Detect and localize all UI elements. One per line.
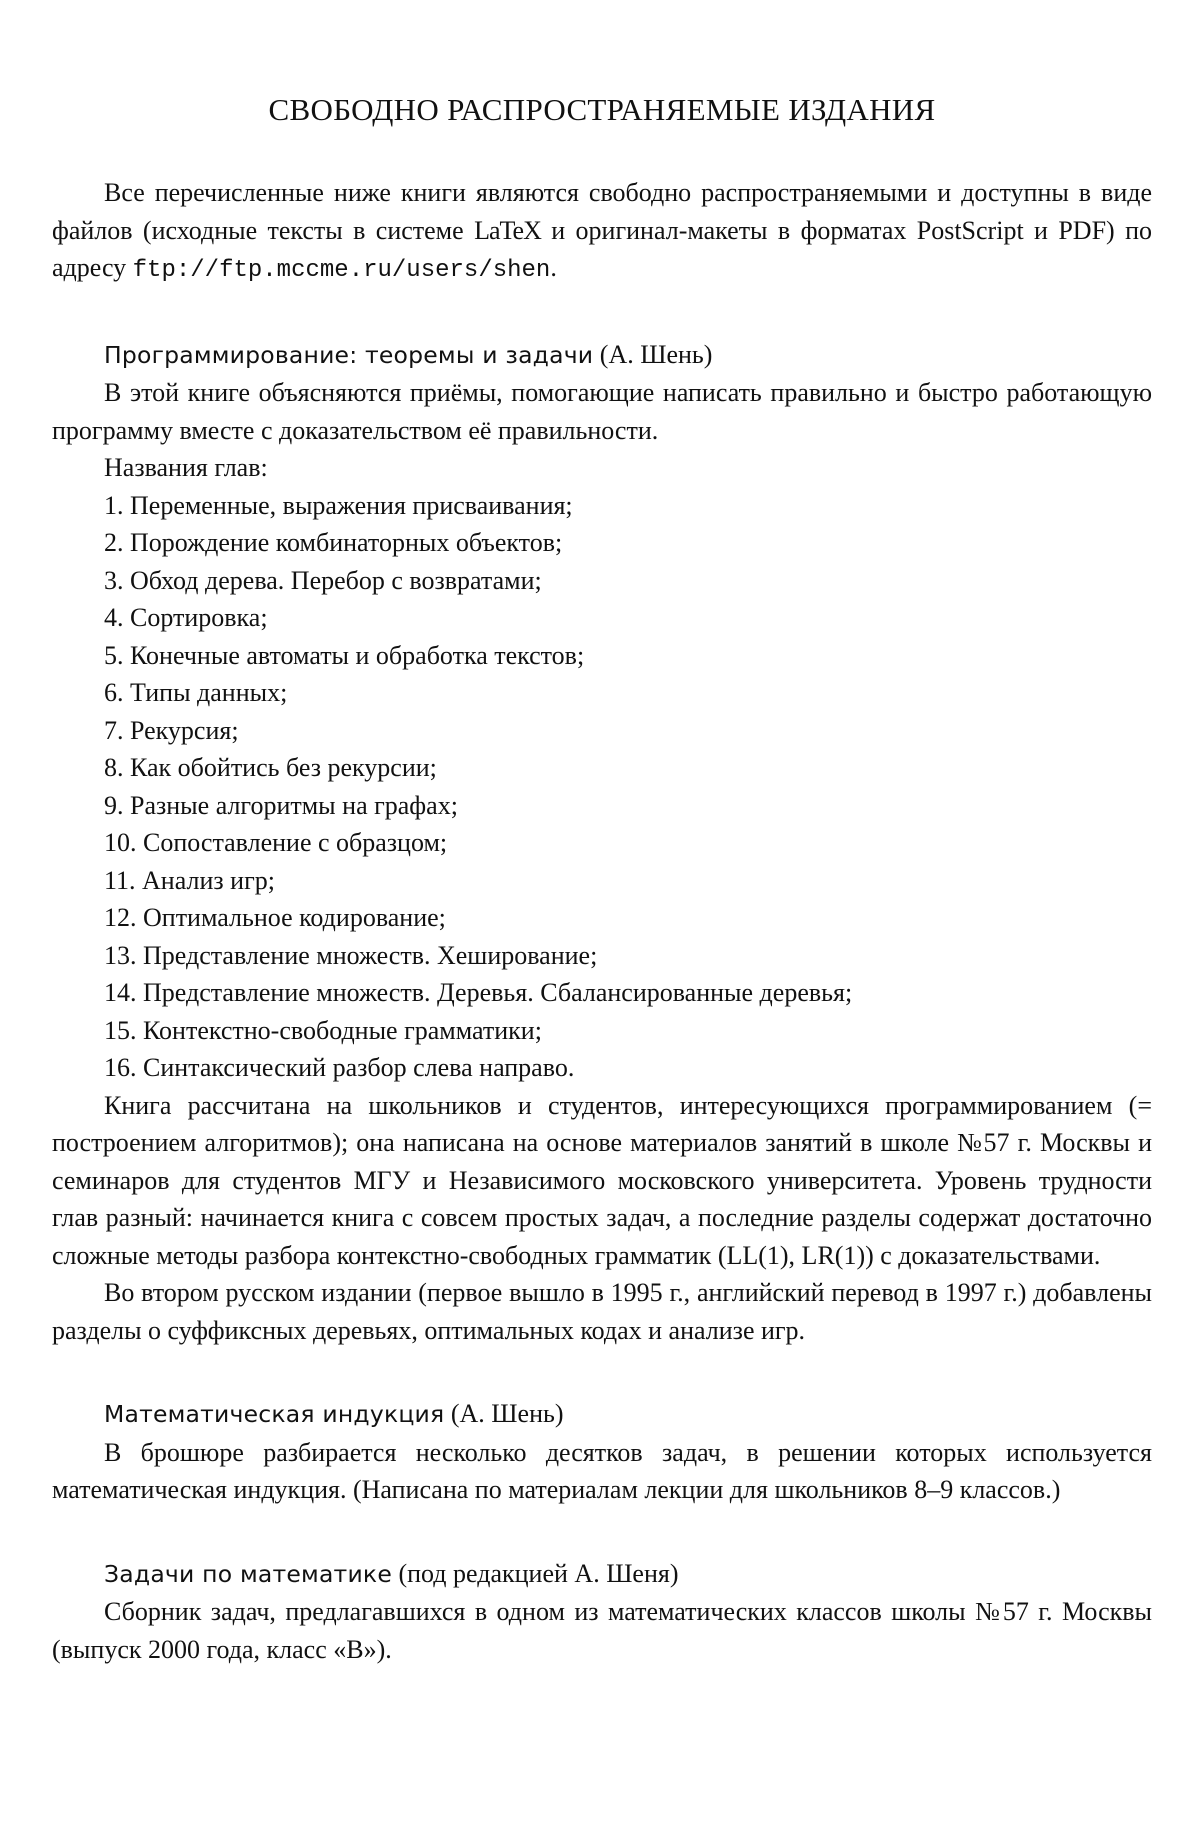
book-heading bbox=[52, 1395, 1152, 1434]
chapter-item: 8. Как обойтись без рекурсии; bbox=[104, 753, 437, 782]
intro-text-after: и оригинал-макеты в форматах PostScript и PDF) по адресу bbox=[52, 215, 1152, 282]
book-audience: Книга рассчитана на школьников и студентов, интересующихся программированием (= построением алгоритмов); она написана на основе материалов занятий в школе №57 г. Москвы и семинаров для студентов МГУ и Независимого московского университета. Уровень трудности глав разный: начинается книга с совсем простых задач, а последние разделы содержат достаточно сложные методы разбора контекстно-свободных грамматик (LL(1), LR(1)) с доказательствами. bbox=[52, 1090, 1152, 1270]
intro-paragraph bbox=[52, 174, 1152, 290]
book-description: В этой книге объясняются приёмы, помогающие написать правильно и быстро работающую программу вместе с доказательством её правильности. bbox=[52, 378, 1152, 445]
book-title: Математическая индукция bbox=[104, 1400, 445, 1428]
book-heading bbox=[52, 336, 1152, 375]
page-title: СВОБОДНО РАСПРОСТРАНЯЕМЫЕ ИЗДАНИЯ bbox=[268, 92, 936, 127]
chapter-item: 11. Анализ игр; bbox=[104, 865, 275, 895]
book-author: (А. Шень) bbox=[450, 1399, 564, 1428]
book-title: Программирование: теоремы и задачи bbox=[104, 340, 594, 369]
chapter-item: 4. Сортировка; bbox=[104, 603, 268, 632]
chapter-item: 12. Оптимальное кодирование; bbox=[104, 903, 446, 932]
ftp-url: ftp://ftp.mccme.ru/users/shen bbox=[132, 257, 551, 284]
book-title: Задачи по математике bbox=[104, 1559, 392, 1588]
book-description: Сборник задач, предлагавшихся в одном из математических классов школы №57 г. Москвы (выпуск 2000 года, класс «В»). bbox=[52, 1597, 1152, 1664]
intro-text-before: Все перечисленные ниже книги являются свободно распространяемыми и доступны в виде файлов (исходные тексты в системе bbox=[52, 178, 1152, 245]
book-math-problems bbox=[52, 1555, 1152, 1669]
chapter-item: 14. Представление множеств. Деревья. Сбалансированные деревья; bbox=[104, 978, 853, 1007]
latex-logo: LaTeX bbox=[474, 215, 541, 245]
chapter-item: 7. Рекурсия; bbox=[104, 715, 239, 745]
chapter-item: 2. Порождение комбинаторных объектов; bbox=[104, 528, 563, 557]
book-author: (А. Шень) bbox=[599, 339, 713, 369]
chapter-item: 6. Типы данных; bbox=[104, 678, 288, 707]
chapter-item: 13. Представление множеств. Хеширование; bbox=[104, 940, 598, 970]
chapter-item: 9. Разные алгоритмы на графах; bbox=[104, 790, 458, 820]
book-induction bbox=[52, 1395, 1152, 1509]
book-description: В брошюре разбирается несколько десятков задач, в решении которых используется математическая индукция. (Написана по материалам лекции для школьников 8–9 классов.) bbox=[52, 1437, 1152, 1504]
book-author: (под редакцией А. Шеня) bbox=[398, 1558, 679, 1588]
chapter-item: 15. Контекстно-свободные грамматики; bbox=[104, 1015, 542, 1045]
chapter-item: 10. Сопоставление с образцом; bbox=[104, 828, 448, 857]
chapter-item: 16. Синтаксический разбор слева направо. bbox=[104, 1053, 575, 1082]
chapter-list bbox=[52, 487, 1152, 1087]
book-programming bbox=[52, 336, 1152, 1350]
chapters-heading: Названия глав: bbox=[104, 453, 268, 482]
book-edition: Во втором русском издании (первое вышло в 1995 г., английский перевод в 1997 г.) добавлены разделы о суффиксных деревьях, оптимальных кодах и анализе игр. bbox=[52, 1278, 1152, 1345]
chapter-item: 1. Переменные, выражения присваивания; bbox=[104, 490, 573, 520]
book-heading bbox=[52, 1555, 1152, 1594]
intro-end: . bbox=[550, 253, 557, 282]
chapter-item: 3. Обход дерева. Перебор с возвратами; bbox=[104, 565, 542, 595]
chapter-item: 5. Конечные автоматы и обработка текстов; bbox=[104, 640, 585, 670]
